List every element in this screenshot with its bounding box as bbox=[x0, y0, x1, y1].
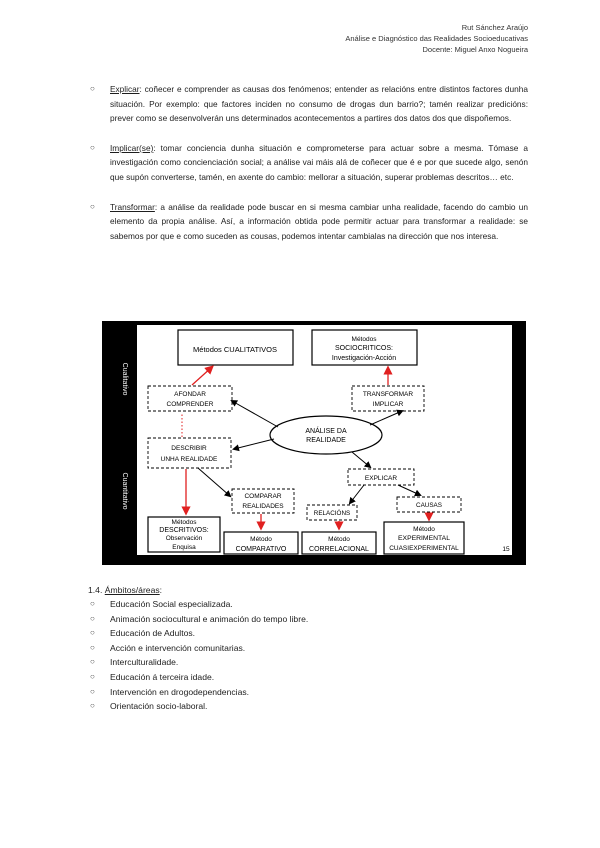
bullet-text: : tomar conciencia dunha situación e comprometerse para actuar sobre a mesma. Tómase a investigación como concienciación social; a análise vai máis alá de coñecer que é e por que sucede algo, senón que supón converterse, tamén, en axente do cambio: mellorar a situación, superar problemas descritos… etc. bbox=[110, 142, 528, 182]
section-title-colon: : bbox=[159, 585, 163, 595]
text-descritivos-3: Observación bbox=[165, 535, 203, 542]
bullet-icon: ○ bbox=[90, 84, 95, 93]
list-item-text: Interculturalidade. bbox=[110, 657, 179, 668]
list-item bbox=[88, 626, 528, 641]
bullet-icon: ○ bbox=[90, 628, 95, 638]
analysis-diagram bbox=[102, 321, 526, 565]
label-cuantitativo: Cuantitativo bbox=[121, 472, 128, 510]
ellipse-analise-realidade bbox=[270, 416, 382, 454]
text-causas: CAUSAS bbox=[416, 502, 442, 509]
header-course: Análise e Diagnóstico das Realidades Socioeducativas bbox=[345, 34, 528, 43]
header-teacher: Docente: Miguel Anxo Nogueira bbox=[422, 45, 528, 54]
bullet-icon: ○ bbox=[90, 671, 95, 681]
text-analise-2: REALIDADE bbox=[306, 437, 346, 444]
slide-page-number: 15 bbox=[502, 546, 510, 553]
text-comparar-1: COMPARAR bbox=[244, 493, 282, 500]
list-item-text: Intervención en drogodependencias. bbox=[110, 686, 250, 697]
bullet-icon: ○ bbox=[90, 686, 95, 696]
page-header bbox=[345, 22, 528, 55]
diagram-svg bbox=[102, 321, 526, 565]
term-transformar: Transformar bbox=[110, 201, 155, 212]
text-descritivos-4: Enquisa bbox=[172, 544, 196, 551]
list-item bbox=[88, 685, 528, 700]
list-item bbox=[88, 200, 528, 244]
list-item bbox=[88, 141, 528, 185]
term-explicar: Explicar bbox=[110, 84, 140, 94]
bullet-icon: ○ bbox=[90, 613, 95, 623]
bullet-icon: ○ bbox=[90, 657, 95, 667]
list-item-text: Educación Social especializada. bbox=[110, 599, 233, 609]
text-correlacional-2: CORRELACIONAL bbox=[309, 546, 369, 553]
text-transformar-1: TRANSFORMAR bbox=[362, 391, 414, 398]
bullet-icon: ○ bbox=[90, 201, 95, 211]
text-describir-2: UNHA REALIDADE bbox=[160, 456, 218, 463]
text-transformar-2: IMPLICAR bbox=[372, 401, 404, 408]
list-item-text: Educación de Adultos. bbox=[110, 628, 196, 639]
text-experimental-3: CUASIEXPERIMENTAL bbox=[389, 545, 459, 552]
label-cualitativo: Cualitativo bbox=[121, 362, 128, 396]
text-describir-1: DESCRIBIR bbox=[171, 445, 207, 452]
text-descritivos-2: DESCRITIVOS: bbox=[159, 527, 209, 534]
bullet-icon: ○ bbox=[90, 642, 95, 652]
text-experimental-2: EXPERIMENTAL bbox=[398, 535, 450, 542]
header-author: Rut Sánchez Araújo bbox=[461, 23, 528, 32]
term-implicar: Implicar(se) bbox=[110, 142, 154, 153]
list-item-text: Orientación socio-laboral. bbox=[110, 701, 208, 712]
text-analise-1: ANÁLISE DA bbox=[305, 428, 347, 435]
list-item bbox=[88, 612, 528, 627]
box-describir bbox=[148, 438, 231, 468]
text-socio-3: Investigación-Acción bbox=[331, 355, 397, 362]
list-item bbox=[88, 641, 528, 656]
list-item bbox=[88, 699, 528, 714]
text-comparar-2: REALIDADES bbox=[242, 503, 284, 510]
bullet-icon: ○ bbox=[90, 701, 95, 711]
list-item-text: Educación á terceira idade. bbox=[110, 671, 215, 682]
section-title-text: Ámbitos/áreas bbox=[104, 585, 160, 595]
text-comparativo-1: Método bbox=[250, 536, 272, 543]
text-comparativo-2: COMPARATIVO bbox=[235, 546, 287, 553]
list-item bbox=[88, 655, 528, 670]
text-experimental-1: Método bbox=[413, 526, 435, 533]
text-afondar-1: AFONDAR bbox=[174, 391, 206, 398]
section-title bbox=[88, 583, 528, 597]
list-item-text: Animación sociocultural e animación do tempo libre. bbox=[110, 613, 309, 624]
ambitos-section bbox=[88, 583, 528, 714]
ambitos-list bbox=[88, 597, 528, 714]
objectives-list bbox=[88, 82, 528, 258]
list-item bbox=[88, 597, 528, 612]
text-socio-2: SOCIOCRITICOS: bbox=[335, 345, 393, 352]
list-item bbox=[88, 82, 528, 126]
text-correlacional-1: Método bbox=[328, 536, 350, 543]
text-descritivos-1: Métodos bbox=[171, 519, 197, 526]
bullet-icon: ○ bbox=[90, 599, 95, 608]
list-item bbox=[88, 670, 528, 685]
bullet-icon: ○ bbox=[90, 142, 95, 152]
bullet-text: : coñecer e comprender as causas dos fenómenos; entender as relacións entre distintos factores dunha situación. Por exemplo: que factores inciden no consumo de drogas dun barrio?; tamén realizar predicións: prever como se desenvolverán uns determinados acontecementos a partires dos datos dos que dispoñemos. bbox=[110, 84, 528, 124]
text-relacions: RELACIÓNS bbox=[313, 510, 351, 517]
list-item-text: Acción e intervención comunitarias. bbox=[110, 642, 246, 653]
bullet-text: : a análise da realidade pode buscar en si mesma cambiar unha realidade, facendo do cambio un elemento da propia análise. Así, a información obtida pode permitir actuar para transformar a realidade: se sabemos por que e como suceden as cousas, podemos intentar cambialas na dirección que nos interesa. bbox=[110, 201, 528, 241]
text-metodos-cualitativos: Métodos CUALITATIVOS bbox=[193, 345, 277, 354]
section-number: 1.4. bbox=[88, 585, 105, 595]
text-socio-1: Métodos bbox=[351, 336, 377, 343]
text-afondar-2: COMPRENDER bbox=[166, 401, 214, 408]
text-explicar: EXPLICAR bbox=[364, 475, 398, 482]
